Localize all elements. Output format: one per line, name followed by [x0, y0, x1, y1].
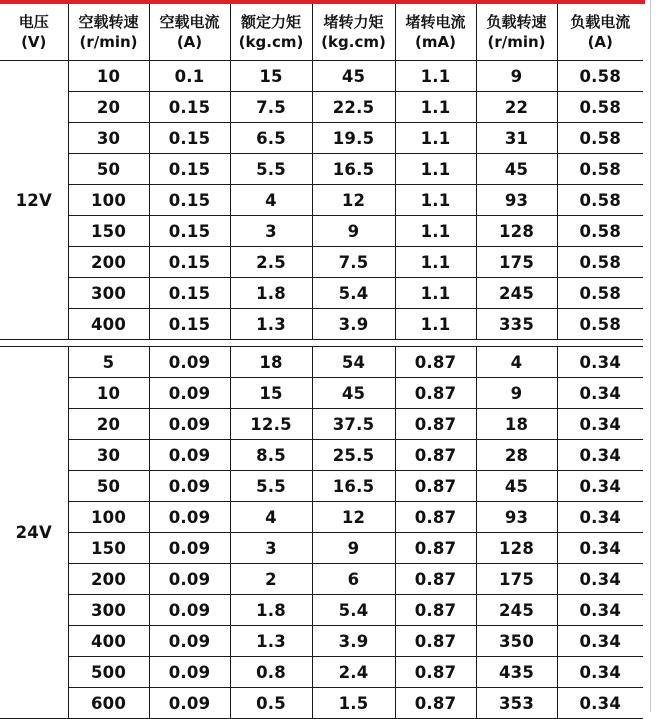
no-load-speed-cell: 200: [68, 564, 149, 595]
no-load-speed-cell: 150: [68, 533, 149, 564]
load-speed-cell: 93: [476, 502, 557, 533]
stall-current-cell: 1.1: [395, 185, 476, 216]
load-speed-cell: 335: [476, 309, 557, 340]
header-no-load-current: [149, 4, 230, 61]
stall-torque-cell: 3.9: [312, 309, 395, 340]
no-load-speed-cell: 400: [68, 309, 149, 340]
no-load-speed-cell: 20: [68, 92, 149, 123]
no-load-speed-cell: 100: [68, 185, 149, 216]
load-current-cell: 0.58: [557, 309, 643, 340]
header-unit: (V): [21, 33, 47, 51]
rated-torque-cell: 4: [230, 502, 312, 533]
header-no-load-speed: [68, 4, 149, 61]
no-load-speed-cell: 200: [68, 247, 149, 278]
stall-torque-cell: 2.4: [312, 657, 395, 688]
group-separator-cell: [0, 340, 643, 347]
header-stall-current: [395, 4, 476, 61]
no-load-speed-cell: 30: [68, 440, 149, 471]
header-load-current: [557, 4, 643, 61]
load-current-cell: 0.58: [557, 92, 643, 123]
header-unit: (A): [176, 33, 203, 51]
load-speed-cell: 22: [476, 92, 557, 123]
load-current-cell: 0.58: [557, 61, 643, 92]
no-load-speed-cell: 10: [68, 378, 149, 409]
no-load-current-cell: 0.09: [149, 626, 230, 657]
load-current-cell: 0.34: [557, 626, 643, 657]
no-load-speed-cell: 400: [68, 626, 149, 657]
rated-torque-cell: 3: [230, 533, 312, 564]
no-load-current-cell: 0.09: [149, 471, 230, 502]
table-row: [0, 61, 643, 92]
stall-torque-cell: 6: [312, 564, 395, 595]
table-row: [0, 185, 643, 216]
load-speed-cell: 45: [476, 154, 557, 185]
load-speed-cell: 245: [476, 595, 557, 626]
load-speed-cell: 4: [476, 347, 557, 378]
rated-torque-cell: 12.5: [230, 409, 312, 440]
stall-torque-cell: 45: [312, 378, 395, 409]
stall-torque-cell: 12: [312, 502, 395, 533]
no-load-current-cell: 0.15: [149, 247, 230, 278]
load-speed-cell: 435: [476, 657, 557, 688]
load-speed-cell: 175: [476, 564, 557, 595]
table-row: [0, 688, 643, 719]
rated-torque-cell: 1.3: [230, 309, 312, 340]
table-row: [0, 657, 643, 688]
load-current-cell: 0.34: [557, 657, 643, 688]
table-row: [0, 595, 643, 626]
stall-current-cell: 0.87: [395, 440, 476, 471]
load-speed-cell: 175: [476, 247, 557, 278]
stall-current-cell: 0.87: [395, 533, 476, 564]
header-unit: (r/min): [487, 33, 546, 51]
no-load-current-cell: 0.09: [149, 657, 230, 688]
table-body: [0, 61, 643, 719]
no-load-speed-cell: 300: [68, 595, 149, 626]
no-load-speed-cell: 10: [68, 61, 149, 92]
load-current-cell: 0.34: [557, 471, 643, 502]
no-load-current-cell: 0.09: [149, 440, 230, 471]
no-load-current-cell: 0.09: [149, 595, 230, 626]
stall-current-cell: 1.1: [395, 216, 476, 247]
rated-torque-cell: 4: [230, 185, 312, 216]
rated-torque-cell: 7.5: [230, 92, 312, 123]
rated-torque-cell: 3: [230, 216, 312, 247]
no-load-current-cell: 0.15: [149, 92, 230, 123]
rated-torque-cell: 5.5: [230, 154, 312, 185]
no-load-speed-cell: 300: [68, 278, 149, 309]
no-load-current-cell: 0.15: [149, 123, 230, 154]
no-load-current-cell: 0.09: [149, 688, 230, 719]
rated-torque-cell: 15: [230, 61, 312, 92]
no-load-current-cell: 0.09: [149, 378, 230, 409]
load-speed-cell: 245: [476, 278, 557, 309]
load-speed-cell: 9: [476, 378, 557, 409]
stall-torque-cell: 54: [312, 347, 395, 378]
header-label: 额定力矩: [240, 13, 301, 31]
no-load-speed-cell: 50: [68, 471, 149, 502]
table-row: [0, 216, 643, 247]
no-load-speed-cell: 100: [68, 502, 149, 533]
no-load-current-cell: 0.15: [149, 278, 230, 309]
no-load-current-cell: 0.09: [149, 502, 230, 533]
stall-torque-cell: 5.4: [312, 278, 395, 309]
no-load-speed-cell: 30: [68, 123, 149, 154]
stall-torque-cell: 12: [312, 185, 395, 216]
stall-torque-cell: 9: [312, 533, 395, 564]
table-row: [0, 502, 643, 533]
no-load-speed-cell: 20: [68, 409, 149, 440]
header-unit: (kg.cm): [238, 33, 304, 51]
no-load-current-cell: 0.15: [149, 309, 230, 340]
load-speed-cell: 128: [476, 533, 557, 564]
load-current-cell: 0.58: [557, 216, 643, 247]
rated-torque-cell: 1.8: [230, 278, 312, 309]
load-speed-cell: 93: [476, 185, 557, 216]
rated-torque-cell: 2.5: [230, 247, 312, 278]
load-speed-cell: 128: [476, 216, 557, 247]
stall-torque-cell: 22.5: [312, 92, 395, 123]
load-speed-cell: 28: [476, 440, 557, 471]
header-voltage: [0, 4, 68, 61]
stall-current-cell: 1.1: [395, 123, 476, 154]
header-label: 负载转速: [486, 13, 547, 31]
load-current-cell: 0.34: [557, 378, 643, 409]
stall-current-cell: 0.87: [395, 378, 476, 409]
stall-torque-cell: 45: [312, 61, 395, 92]
rated-torque-cell: 18: [230, 347, 312, 378]
stall-current-cell: 0.87: [395, 626, 476, 657]
voltage-cell: 12V: [0, 61, 68, 340]
no-load-current-cell: 0.15: [149, 216, 230, 247]
stall-current-cell: 1.1: [395, 278, 476, 309]
stall-current-cell: 1.1: [395, 309, 476, 340]
stall-torque-cell: 5.4: [312, 595, 395, 626]
header-unit: (mA): [415, 33, 456, 51]
rated-torque-cell: 15: [230, 378, 312, 409]
header-label: 负载电流: [570, 13, 631, 31]
rated-torque-cell: 5.5: [230, 471, 312, 502]
rated-torque-cell: 0.8: [230, 657, 312, 688]
table-row: [0, 92, 643, 123]
load-speed-cell: 31: [476, 123, 557, 154]
load-current-cell: 0.34: [557, 533, 643, 564]
load-speed-cell: 18: [476, 409, 557, 440]
no-load-current-cell: 0.09: [149, 564, 230, 595]
table-header: [0, 4, 643, 61]
voltage-cell: 24V: [0, 347, 68, 719]
no-load-speed-cell: 50: [68, 154, 149, 185]
header-unit: (r/min): [79, 33, 138, 51]
right-edge-rule: [650, 0, 651, 712]
table-row: [0, 309, 643, 340]
motor-spec-table: [0, 4, 643, 719]
load-current-cell: 0.58: [557, 123, 643, 154]
header-load-speed: [476, 4, 557, 61]
stall-current-cell: 0.87: [395, 688, 476, 719]
stall-torque-cell: 16.5: [312, 471, 395, 502]
load-speed-cell: 353: [476, 688, 557, 719]
no-load-speed-cell: 5: [68, 347, 149, 378]
load-current-cell: 0.34: [557, 409, 643, 440]
no-load-current-cell: 0.15: [149, 185, 230, 216]
table-row: [0, 440, 643, 471]
stall-torque-cell: 37.5: [312, 409, 395, 440]
load-current-cell: 0.58: [557, 278, 643, 309]
table-row: [0, 123, 643, 154]
header-label: 堵转电流: [405, 13, 466, 31]
rated-torque-cell: 0.5: [230, 688, 312, 719]
no-load-speed-cell: 150: [68, 216, 149, 247]
rated-torque-cell: 8.5: [230, 440, 312, 471]
stall-torque-cell: 19.5: [312, 123, 395, 154]
stall-current-cell: 1.1: [395, 154, 476, 185]
no-load-current-cell: 0.15: [149, 154, 230, 185]
table-row: [0, 247, 643, 278]
load-speed-cell: 350: [476, 626, 557, 657]
stall-current-cell: 0.87: [395, 409, 476, 440]
rated-torque-cell: 6.5: [230, 123, 312, 154]
stall-torque-cell: 25.5: [312, 440, 395, 471]
no-load-speed-cell: 500: [68, 657, 149, 688]
no-load-current-cell: 0.1: [149, 61, 230, 92]
header-unit: (A): [587, 33, 613, 51]
table-row: [0, 471, 643, 502]
header-label: 堵转力矩: [323, 13, 384, 31]
no-load-current-cell: 0.09: [149, 409, 230, 440]
no-load-speed-cell: 600: [68, 688, 149, 719]
stall-current-cell: 0.87: [395, 347, 476, 378]
header-rated-torque: [230, 4, 312, 61]
stall-torque-cell: 7.5: [312, 247, 395, 278]
stall-torque-cell: 1.5: [312, 688, 395, 719]
table-row: [0, 626, 643, 657]
stall-current-cell: 0.87: [395, 657, 476, 688]
load-current-cell: 0.34: [557, 347, 643, 378]
header-stall-torque: [312, 4, 395, 61]
rated-torque-cell: 1.3: [230, 626, 312, 657]
load-speed-cell: 45: [476, 471, 557, 502]
table-row: [0, 378, 643, 409]
header-row: [0, 4, 643, 61]
table-row: [0, 564, 643, 595]
group-separator: [0, 340, 643, 347]
stall-current-cell: 0.87: [395, 564, 476, 595]
load-current-cell: 0.58: [557, 154, 643, 185]
stall-current-cell: 0.87: [395, 595, 476, 626]
table-row: [0, 154, 643, 185]
load-current-cell: 0.34: [557, 595, 643, 626]
stall-torque-cell: 16.5: [312, 154, 395, 185]
load-current-cell: 0.34: [557, 564, 643, 595]
no-load-current-cell: 0.09: [149, 347, 230, 378]
rated-torque-cell: 2: [230, 564, 312, 595]
load-current-cell: 0.34: [557, 688, 643, 719]
stall-current-cell: 1.1: [395, 247, 476, 278]
stall-current-cell: 0.87: [395, 471, 476, 502]
header-label: 电压: [18, 13, 49, 31]
load-current-cell: 0.34: [557, 440, 643, 471]
header-label: 空载转速: [78, 13, 139, 31]
load-current-cell: 0.58: [557, 185, 643, 216]
stall-torque-cell: 9: [312, 216, 395, 247]
stall-current-cell: 0.87: [395, 502, 476, 533]
no-load-current-cell: 0.09: [149, 533, 230, 564]
header-label: 空载电流: [159, 13, 220, 31]
rated-torque-cell: 1.8: [230, 595, 312, 626]
load-speed-cell: 9: [476, 61, 557, 92]
load-current-cell: 0.34: [557, 502, 643, 533]
table-row: [0, 409, 643, 440]
stall-current-cell: 1.1: [395, 92, 476, 123]
stall-torque-cell: 3.9: [312, 626, 395, 657]
stall-current-cell: 1.1: [395, 61, 476, 92]
table-row: [0, 278, 643, 309]
load-current-cell: 0.58: [557, 247, 643, 278]
table-row: [0, 533, 643, 564]
table-row: [0, 347, 643, 378]
header-unit: (kg.cm): [321, 33, 386, 51]
